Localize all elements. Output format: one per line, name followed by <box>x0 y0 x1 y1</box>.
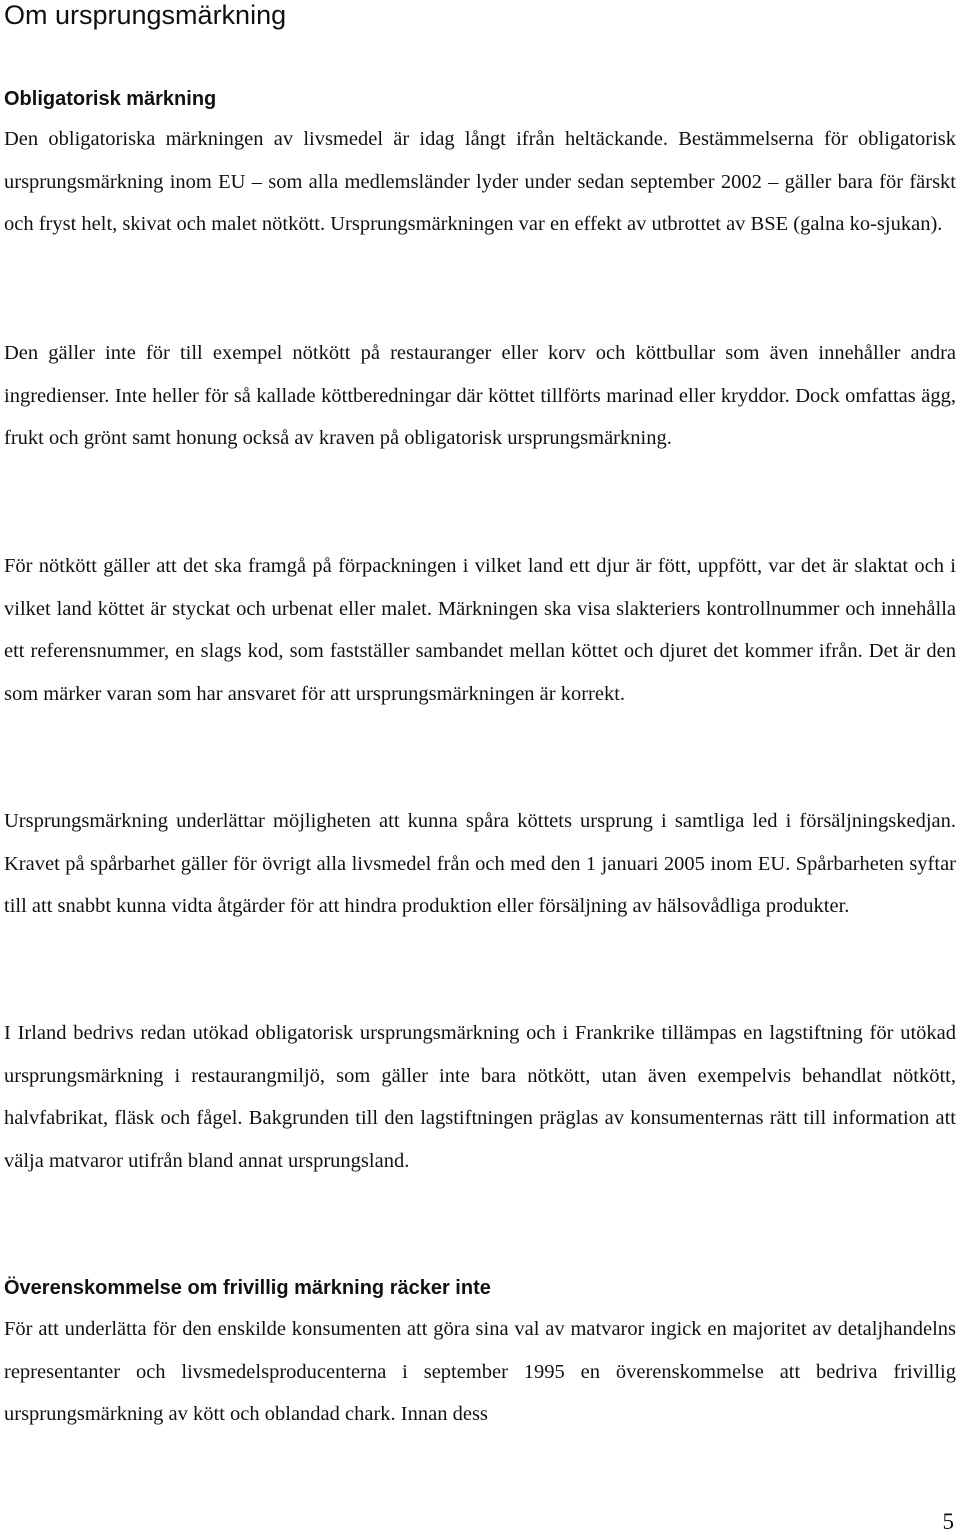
paragraph-5: I Irland bedrivs redan utökad obligatorisk ursprungsmärkning och i Frankrike tillämpas en lagstiftning för utökad ursprungsmärkning i restaurangmiljö, som gäller inte bara nötkött, utan även exempelvis behandlat nötkött, halvfabrikat, fläsk och fågel. Bakgrunden till den lagstiftningen präglas av konsumenternas rätt till information att välja matvaror utifrån bland annat ursprungsland. <box>4 1022 956 1172</box>
section-heading-obligatorisk: Obligatorisk märkning <box>4 88 217 110</box>
paragraph-1: Den obligatoriska märkningen av livsmedel är idag långt ifrån heltäckande. Bestämmelserna för obligatorisk ursprungsmärkning inom EU – som alla medlemsländer lyder under sedan september 2002 – gäller bara för färskt och fryst helt, skivat och malet nötkött. Ursprungsmärkningen var en effekt av utbrottet av BSE (galna ko-sjukan). <box>4 128 956 235</box>
page-number: 5 <box>942 1509 954 1534</box>
paragraph-6: För att underlätta för den enskilde konsumenten att göra sina val av matvaror ingick en majoritet av detaljhandelns representanter och livsmedelsproducenterna i september 1995 en överenskommelse att bedriva frivillig ursprungsmärkning av kött och oblandad chark. Innan dess <box>4 1318 956 1425</box>
page-title: Om ursprungsmärkning <box>4 0 287 30</box>
paragraph-3: För nötkött gäller att det ska framgå på förpackningen i vilket land ett djur är fött, uppfött, var det är slaktat och i vilket land köttet är styckat och urbenat eller malet. Märkningen ska visa slakteriers kontrollnummer och innehålla ett referensnummer, en slags kod, som fastställer sambandet mellan köttet och djuret det kommer ifrån. Det är den som märker varan som har ansvaret för att ursprungsmärkningen är korrekt. <box>4 555 956 705</box>
paragraph-2: Den gäller inte för till exempel nötkött på restauranger eller korv och köttbullar som även innehåller andra ingredienser. Inte heller för så kallade köttberedningar där köttet tillförts marinad eller kryddor. Dock omfattas ägg, frukt och grönt samt honung också av kraven på obligatorisk ursprungsmärkning. <box>4 342 956 449</box>
paragraph-4: Ursprungsmärkning underlättar möjligheten att kunna spåra köttets ursprung i samtliga led i försäljningskedjan. Kravet på spårbarhet gäller för övrigt alla livsmedel från och med den 1 januari 2005 inom EU. Spårbarheten syftar till att snabbt kunna vidta åtgärder för att hindra produktion eller försäljning av hälsovådliga produkter. <box>4 810 956 917</box>
section-heading-overenskommelse: Överenskommelse om frivillig märkning räcker inte <box>4 1277 491 1299</box>
